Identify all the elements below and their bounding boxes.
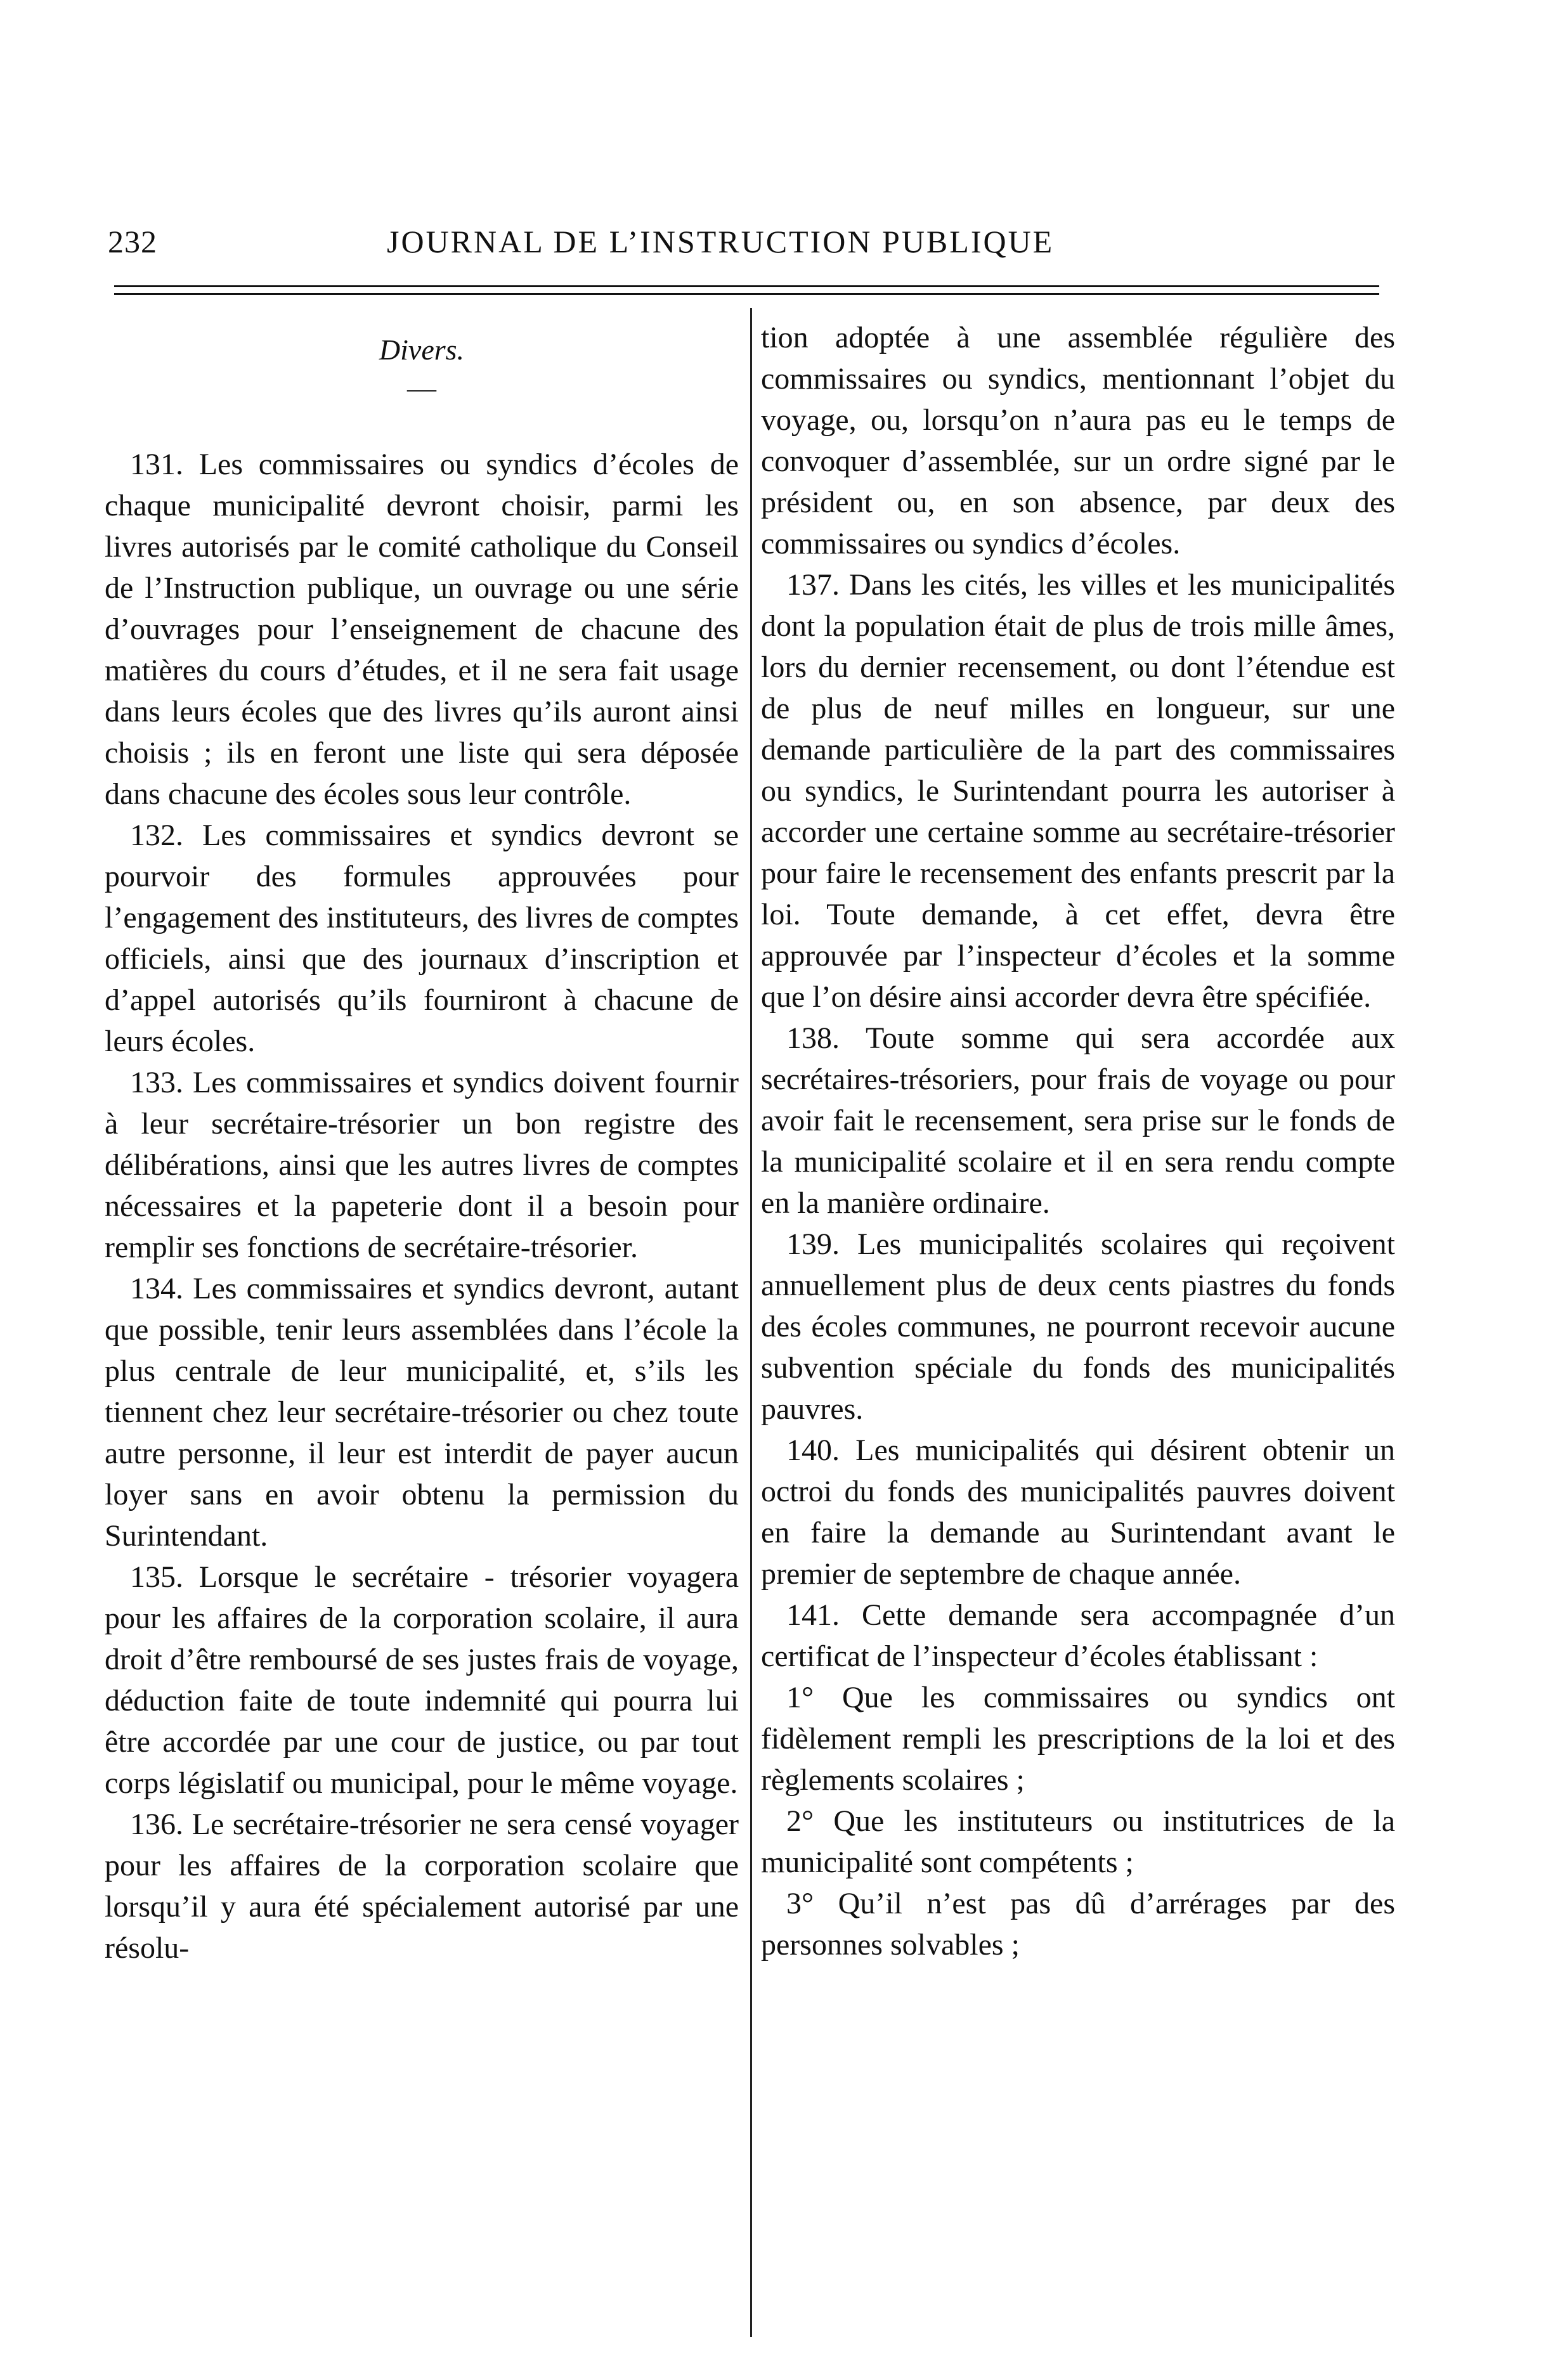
page-number: 232 (108, 224, 157, 259)
article-134: 134. Les commissaires et syndics devront, autant que possible, tenir leurs assemblées dans l’école la plus centrale de leur municipalité, et, s’ils les tiennent chez leur secrétaire-trésorier ou chez toute autre personne, il leur est interdit de payer aucun loyer sans en avoir obtenu la permission du Surintendant. (105, 1272, 739, 1553)
article-140: 140. Les municipalités qui désirent obtenir un octroi du fonds des municipalités pauvres doivent en faire la demande au Surintendant avant le premier de septembre de chaque année. (761, 1433, 1395, 1591)
running-title: JOURNAL DE L’INSTRUCTION PUBLIQUE (387, 224, 1055, 259)
column-divider (750, 308, 752, 2337)
section-title: Divers. (379, 333, 465, 366)
article-136-continuation: tion adoptée à une assemblée régulière des commissaires ou syndics, mentionnant l’objet du voyage, ou, lorsqu’on n’aura pas eu le temps de convoquer d’assemblée, sur un ordre signé par le président ou, en son absence, par deux des commissaires ou syndics d’écoles. (761, 321, 1395, 560)
article-138: 138. Toute somme qui sera accordée aux secrétaires-trésoriers, pour frais de voyage ou pour avoir fait le recensement, sera prise sur le fonds de la municipalité scolaire et il en sera rendu compte en la manière ordinaire. (761, 1021, 1395, 1220)
article-141-item-3: 3° Qu’il n’est pas dû d’arrérages par des personnes solvables ; (761, 1887, 1395, 1962)
article-139: 139. Les municipalités scolaires qui reçoivent annuellement plus de deux cents piastres du fonds des écoles communes, ne pourront recevoir aucune subvention spéciale du fonds des municipalités pauvres. (761, 1227, 1395, 1426)
header-rule-top (114, 285, 1379, 287)
article-141: 141. Cette demande sera accompagnée d’un certificat de l’inspecteur d’écoles établissant : (761, 1598, 1395, 1673)
article-133: 133. Les commissaires et syndics doivent fournir à leur secrétaire-trésorier un bon registre des délibérations, ainsi que les autres livres de comptes nécessaires et la papeterie dont il a besoin pour remplir ses fonctions de secrétaire-trésorier. (105, 1066, 739, 1264)
article-135: 135. Lorsque le secrétaire - trésorier voyagera pour les affaires de la corporation scolaire, il aura droit d’être remboursé de ses justes frais de voyage, déduction faite de toute indemnité qui pourra lui être accordée par une cour de justice, ou par tout corps législatif ou municipal, pour le même voyage. (105, 1560, 739, 1800)
header-rule-bottom (114, 293, 1379, 295)
section-dash: — (407, 372, 436, 404)
left-column (105, 317, 739, 1969)
right-column (761, 317, 1395, 1965)
article-141-item-2: 2° Que les instituteurs ou institutrices de la municipalité sont compétents ; (761, 1804, 1395, 1879)
article-132: 132. Les commissaires et syndics devront se pourvoir des formules approuvées pour l’engagement des instituteurs, des livres de comptes officiels, ainsi que des journaux d’inscription et d’appel autorisés qu’ils fourniront à chacune de leurs écoles. (105, 818, 739, 1058)
article-141-item-1: 1° Que les commissaires ou syndics ont fidèlement rempli les prescriptions de la loi et des règlements scolaires ; (761, 1681, 1395, 1797)
article-136: 136. Le secrétaire-trésorier ne sera censé voyager pour les affaires de la corporation scolaire que lorsqu’il y aura été spécialement autorisé par une résolu- (105, 1808, 739, 1965)
article-131: 131. Les commissaires ou syndics d’écoles de chaque municipalité devront choisir, parmi les livres autorisés par le comité catholique du Conseil de l’Instruction publique, un ouvrage ou une série d’ouvrages pour l’enseignement de chacune des matières du cours d’études, et il ne sera fait usage dans leurs écoles que des livres qu’ils auront ainsi choisis ; ils en feront une liste qui sera déposée dans chacune des écoles sous leur contrôle. (105, 448, 739, 811)
article-137: 137. Dans les cités, les villes et les municipalités dont la population était de plus de trois mille âmes, lors du dernier recensement, ou dont l’étendue est de plus de neuf milles en longueur, sur une demande particulière de la part des commissaires ou syndics, le Surintendant pourra les autoriser à accorder une certaine somme au secrétaire-trésorier pour faire le recensement des enfants prescrit par la loi. Toute demande, à cet effet, devra être approuvée par l’inspecteur d’écoles et la somme que l’on désire ainsi accorder devra être spécifiée. (761, 568, 1395, 1014)
page-header (108, 223, 1401, 268)
